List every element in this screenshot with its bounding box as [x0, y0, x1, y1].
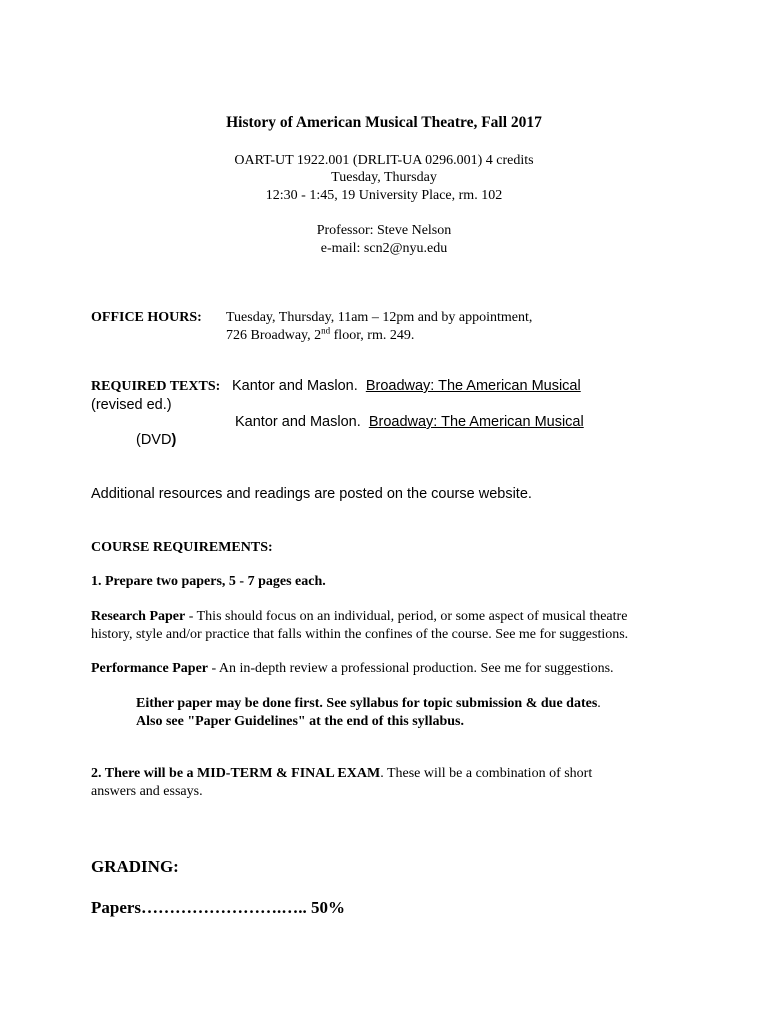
class-days: Tuesday, Thursday [331, 170, 437, 185]
grading-papers: Papers…………………….….. 50% [91, 898, 346, 917]
requirement-item-2-cont: answers and essays. [91, 784, 203, 799]
grading-heading: GRADING: [91, 857, 179, 876]
professor-name: Professor: Steve Nelson [316, 223, 452, 238]
required-text-2-note: (DVD) [136, 432, 177, 448]
additional-resources: Additional resources and readings are posted on the course website. [91, 486, 532, 502]
requirement-item-2: 2. There will be a MID-TERM & FINAL EXAM. These will be a combination of short [91, 766, 593, 781]
text1-book-title: Broadway: The American Musical [365, 378, 581, 394]
office-hours-label: OFFICE HOURS: [91, 310, 202, 325]
required-text-1: Kantor and Maslon. Broadway: The American Musical [232, 378, 581, 394]
required-text-2: Kantor and Maslon. Broadway: The American Musical [235, 414, 584, 430]
research-paper-desc-cont: history, style and/or practice that falls within the confines of the course. See me for suggestions. [91, 627, 629, 642]
research-paper-desc: Research Paper - This should focus on an individual, period, or some aspect of musical theatre [91, 609, 628, 624]
page-title: History of American Musical Theatre, Fall 2017 [226, 114, 542, 131]
paper-note-2: Also see "Paper Guidelines" at the end of this syllabus. [136, 714, 464, 729]
office-hours-line1: Tuesday, Thursday, 11am – 12pm and by appointment, [226, 310, 533, 325]
class-time-location: 12:30 - 1:45, 19 University Place, rm. 102 [265, 188, 503, 203]
requirement-item-1: 1. Prepare two papers, 5 - 7 pages each. [91, 574, 326, 589]
course-requirements-heading: COURSE REQUIREMENTS: [91, 540, 273, 555]
required-text-1-note: (revised ed.) [91, 397, 172, 413]
professor-email: e-mail: scn2@nyu.edu [320, 241, 448, 256]
office-hours-line2: 726 Broadway, 2nd floor, rm. 249. [226, 325, 415, 343]
course-code: OART-UT 1922.001 (DRLIT-UA 0296.001) 4 credits [234, 153, 534, 168]
paper-note-1: Either paper may be done first. See syllabus for topic submission & due dates. [136, 696, 601, 711]
performance-paper-desc: Performance Paper - An in-depth review a professional production. See me for suggestions. [91, 661, 614, 676]
required-texts-label: REQUIRED TEXTS: [91, 379, 221, 394]
text2-dvd-title: Broadway: The American Musical [368, 414, 584, 430]
